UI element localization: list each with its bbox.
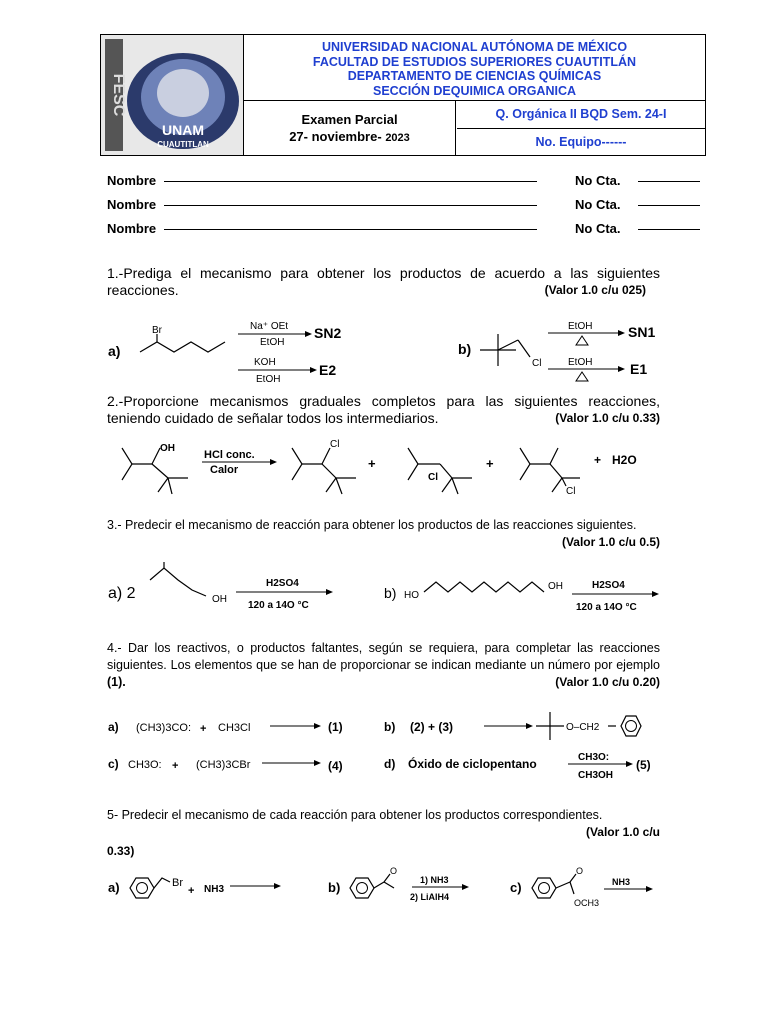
q3-statement: 3.- Predecir el mecanismo de reacción para obtener los productos de las reacciones siguientes. [107,518,637,532]
q2-bond [550,448,558,464]
q2-value: (Valor 1.0 c/u 0.33) [555,411,660,425]
q1-a-product2: E2 [319,362,337,378]
institution-line: SECCIÓN DEQUIMICA ORGANICA [372,83,576,98]
q1-reactions [100,312,680,392]
q2-bond [550,464,562,478]
university-logo [101,35,244,155]
course-info: Q. Orgánica II BQD Sem. 24-I [457,101,705,129]
institution-block [244,35,705,101]
exam-header [100,34,706,156]
q1-a-skeleton [140,342,225,352]
q5-a-reagent: NH3 [204,884,225,895]
q2-reagent: HCl conc. [204,449,255,461]
q1-b-product2: E1 [630,361,648,377]
q3-reactions [100,562,680,616]
q3-b-oh: OH [548,581,563,592]
q5-a-bond [154,878,170,888]
q5-b-o: O [390,866,398,876]
q5-b-step1: 1) NH3 [420,875,449,885]
q3-a-arrowhead [326,589,333,595]
q5-b-arrowhead [462,884,469,890]
q2-plus: + [368,456,376,471]
q4-a-plus: + [200,723,207,735]
q4-d-reactant: Óxido de ciclopentano [408,757,537,771]
q4-d-product: (5) [636,758,651,772]
cta-line-2[interactable] [638,205,700,206]
q2-bond [322,448,330,464]
q4-a-product: (1) [328,720,343,734]
q4-c-product: (4) [328,759,343,773]
q2-statement: 2.-Proporcione mecanismos graduales completos para las siguientes reacciones, teniendo cuidado de señalar todos los intermediarios. [107,393,660,426]
cta-line-3[interactable] [638,229,700,230]
q3-a-condition: 120 a 14O °C [248,600,309,611]
q4-b-product: O–CH2 [566,722,600,733]
question-5-text [107,807,660,860]
q1-b-heat-icon [576,372,588,381]
q3-b-chain [424,582,544,592]
q1-b-arrowhead1 [618,330,625,336]
q4-c-arrowhead [314,760,321,766]
q3-b-reagent: H2SO4 [592,580,625,591]
q2-bond [562,478,566,486]
q2-bond [452,478,458,494]
q4-d-solvent: CH3OH [578,770,614,781]
q1-a-solvent2: EtOH [256,374,281,385]
q1-a-reagent: Na⁺ OEt [250,321,289,332]
q2-bond [326,478,336,492]
name-line-2[interactable] [164,205,537,206]
question-3-text [107,517,660,551]
logo-text: FESC [110,73,127,117]
q2-oh: OH [160,443,175,454]
q1-b-heat-icon [576,336,588,345]
q5-a-benzene-ring [130,878,154,898]
q4-c-label: c) [108,757,119,771]
q1-b-bond [498,340,518,350]
name-label-2: Nombre [107,197,157,212]
institution-line: UNIVERSIDAD NACIONAL AUTÓNOMA DE MÉXICO [321,40,628,54]
q2-bond [168,478,172,494]
q5-a-label: a) [108,880,120,895]
q2-bond [552,478,562,492]
q1-a-arrowhead2 [310,367,317,373]
q3-b-condition: 120 a 14O °C [576,602,637,613]
q2-bond [322,464,336,478]
q4-d-reagent: CH3O: [578,752,610,763]
q2-bond [442,478,452,492]
q2-plus: + [594,453,602,467]
q5-a-plus: + [188,885,195,897]
q4-b-label: b) [384,720,396,734]
q5-a-br: Br [172,877,183,889]
exam-title: Examen Parcial [301,112,398,127]
q4-d-label: d) [384,757,396,771]
q5-b-benzene-ring [350,878,374,898]
cta-label-2: No Cta. [575,197,621,212]
q4-b-benzene-circle [626,721,637,732]
q4-statement: 4.- Dar los reactivos, o productos faltantes, según se requiera, para completar las reacciones siguientes. Los elementos que se han de proporcionar se indican mediante un número por ejemplo [107,641,660,672]
name-line-1[interactable] [164,181,537,182]
q4-b-reactants: (2) + (3) [410,720,454,734]
q4-value: (Valor 1.0 c/u 0.20) [555,675,660,689]
q4-reactions [100,704,680,784]
q5-c-och3: OCH3 [574,898,600,908]
q2-reaction [100,436,680,498]
q4-c-plus: + [172,760,179,772]
q4-a-label: a) [108,720,119,734]
name-line-3[interactable] [164,229,537,230]
logo-badge-unam: UNAM [162,122,204,138]
q1-b-solvent1: EtOH [568,321,593,332]
q1-b-arrowhead2 [618,366,625,372]
q2-plus: + [486,456,494,471]
q1-value: (Valor 1.0 c/u 025) [544,283,646,297]
exam-year: 2023 [385,132,410,144]
q2-prod2-skeleton [408,448,418,480]
q4-b-benzene-ring [621,716,641,736]
q5-c-arrowhead [646,886,653,892]
q1-b-product1: SN1 [628,324,656,340]
q3-a-reagent: H2SO4 [266,578,299,589]
logo-badge-cuautitlan: CUAUTITLAN [157,140,209,149]
q2-condition: Calor [210,464,239,476]
q4-a-reactant1: (CH3)3CO: [136,722,192,734]
q3-a-skeleton [150,568,206,596]
q1-a-br: Br [152,325,162,336]
exam-info [244,101,456,155]
q1-b-solvent2: EtOH [568,357,593,368]
q2-prod1-cl: Cl [330,439,340,450]
q2-skeleton [122,448,132,480]
q4-a-reactant2: CH3Cl [218,722,251,734]
q5-b-benzene-circle [357,883,368,894]
cta-line-1[interactable] [638,181,700,182]
q5-a-arrowhead [274,883,281,889]
q5-b-bond [374,882,384,888]
q4-example: (1). [107,675,126,689]
cta-label-1: No Cta. [575,173,621,188]
q4-d-arrowhead [626,761,633,767]
q1-b-bond [518,340,530,357]
q2-prod1-skeleton [292,448,302,480]
q5-statement: 5- Predecir el mecanismo de cada reacción para obtener los productos correspondientes. [107,808,603,822]
q2-bond [152,448,160,464]
q1-a-product1: SN2 [314,325,342,341]
q5-a-benzene-circle [137,883,148,894]
q1-a-arrowhead1 [305,331,312,337]
q3-b-arrowhead [652,591,659,597]
q1-statement: 1.-Prediga el mecanismo para obtener los productos de acuerdo a las siguientes reacciones. [107,265,660,298]
team-number: No. Equipo------ [535,135,627,149]
q2-arrowhead [270,459,277,465]
question-2-text [107,393,660,427]
name-label-3: Nombre [107,221,157,236]
q5-c-bond [556,882,570,888]
q5-c-bond [570,882,574,894]
q5-c-reagent: NH3 [612,877,631,887]
q2-bond [336,478,342,494]
q5-c-label: c) [510,880,522,895]
q5-c-benzene-ring [532,878,556,898]
q1-a-solvent: EtOH [260,337,285,348]
q3-value: (Valor 1.0 c/u 0.5) [561,535,660,549]
q5-b-bond [384,882,394,888]
q5-value: (Valor 1.0 c/u [585,825,660,839]
q3-a-label: a) 2 [108,585,136,602]
q2-prod2-cl: Cl [428,472,438,483]
q4-b-arrowhead [526,723,533,729]
q5-reactions [100,862,680,912]
logo-image [101,35,243,155]
q5-c-benzene-circle [539,883,550,894]
q2-bond [440,464,452,478]
q3-b-ho: HO [404,590,419,601]
q2-prod3-cl: Cl [566,486,576,497]
question-1-text [107,265,660,299]
cta-label-3: No Cta. [575,221,621,236]
q5-c-o: O [576,866,584,876]
exam-date-line [244,128,455,147]
q4-c-reactant1: CH3O: [128,759,162,771]
question-4-text [107,640,660,691]
q3-b-label: b) [384,585,397,601]
q2-bond [152,464,168,478]
q1-b-cl: Cl [532,358,542,369]
q3-a-oh: OH [212,594,227,605]
q1-a-reagent2: KOH [254,357,276,368]
q4-a-arrowhead [314,723,321,729]
institution-line: FACULTAD DE ESTUDIOS SUPERIORES CUAUTITLÁN [312,54,637,69]
exam-date: 27- noviembre- [289,129,382,144]
name-label-1: Nombre [107,173,157,188]
q5-value-cont: 0.33) [107,844,135,858]
q2-prod3-skeleton [520,448,530,480]
institution-line: DEPARTAMENTO DE CIENCIAS QUÍMICAS [347,69,602,83]
q2-bond [158,478,168,492]
q5-b-step2: 2) LiAlH4 [410,892,450,902]
q1-a-label: a) [108,343,121,359]
q4-c-reactant2: (CH3)3CBr [196,759,251,771]
q1-b-label: b) [458,341,472,357]
q5-b-label: b) [328,880,341,895]
q2-water: H2O [612,453,637,467]
